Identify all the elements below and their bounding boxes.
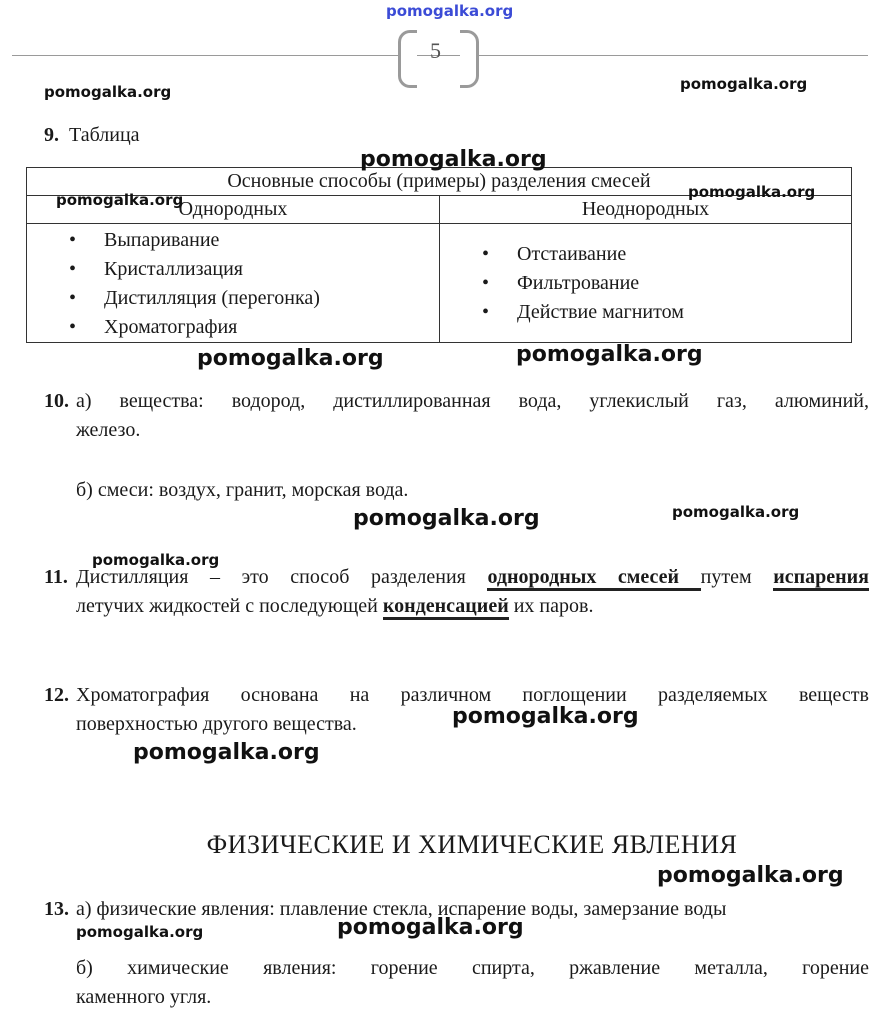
watermark: pomogalka.org: [672, 503, 800, 521]
question-12-number-text: 12.: [44, 684, 69, 706]
question-11-number: [44, 563, 68, 592]
question-13-number: [44, 895, 69, 924]
section-title: ФИЗИЧЕСКИЕ И ХИМИЧЕСКИЕ ЯВЛЕНИЯ: [206, 830, 738, 859]
list-item: • Дистилляция (перегонка): [27, 284, 439, 313]
watermark: pomogalka.org: [197, 346, 384, 371]
question-12-line2: поверхностью другого вещества.: [76, 713, 357, 735]
question-10-b: б) смеси: воздух, гранит, морская вода.: [76, 479, 409, 501]
list-item: • Фильтрование: [440, 269, 851, 298]
table-header-homogeneous: Однородных: [27, 196, 440, 224]
list-item: • Выпаривание: [27, 226, 439, 255]
q11-text-4: их паров.: [508, 595, 594, 617]
table-cell-homogeneous: [27, 224, 440, 343]
question-12-line1: Хроматография основана на различном поглощении разделяемых веществ: [76, 684, 869, 706]
question-13-b-line2: каменного угля.: [76, 986, 212, 1008]
question-9-number: 9.: [44, 124, 59, 146]
watermark: pomogalka.org: [680, 75, 808, 93]
watermark: pomogalka.org: [360, 147, 547, 172]
question-11-number-text: 11.: [44, 566, 68, 588]
watermark: pomogalka.org: [44, 83, 172, 101]
question-10-number: [44, 387, 69, 416]
question-10-number-text: 10.: [44, 390, 69, 412]
watermark: pomogalka.org: [657, 863, 844, 888]
list-item: • Кристаллизация: [27, 255, 439, 284]
q11-term-homogeneous: однородных смесей: [487, 566, 700, 591]
question-9-title: Таблица: [69, 124, 140, 146]
watermark: pomogalka.org: [452, 704, 639, 729]
homogeneous-methods-list: [27, 226, 439, 342]
question-12-number: [44, 681, 69, 710]
list-item: • Хроматография: [27, 313, 439, 342]
q11-text-3: летучих жидкостей с последующей: [76, 595, 383, 617]
watermark: pomogalka.org: [688, 183, 816, 201]
watermark: pomogalka.org: [337, 915, 524, 940]
watermark: pomogalka.org: [56, 191, 184, 209]
table-cell-heterogeneous: [440, 224, 852, 343]
heterogeneous-methods-list: [440, 240, 851, 327]
watermark: pomogalka.org: [133, 740, 320, 765]
question-9: [44, 121, 140, 150]
table-header-heterogeneous: Неоднородных: [440, 196, 852, 224]
table-caption: Основные способы (примеры) разделения смесей: [27, 168, 852, 196]
page-number: 5: [430, 38, 441, 63]
question-13-b-line1: б) химические явления: горение спирта, ржавление металла, горение: [76, 957, 869, 979]
watermark: pomogalka.org: [353, 506, 540, 531]
question-13-a: а) физические явления: плавление стекла, испарение воды, замерзание воды: [76, 898, 727, 920]
watermark: pomogalka.org: [76, 923, 204, 941]
q11-term-condensation: конденсацией: [383, 595, 509, 620]
watermark: pomogalka.org: [92, 551, 220, 569]
q11-text-1: Дистилляция – это способ разделения: [76, 566, 488, 588]
q11-term-evaporation: испарения: [773, 566, 869, 591]
page-number-brace-right: [460, 30, 479, 88]
question-11-line2: [76, 592, 869, 621]
question-10-a-line1: а) вещества: водород, дистиллированная вода, углекислый газ, алюминий,: [76, 390, 869, 412]
header-site-link[interactable]: pomogalka.org: [386, 2, 514, 20]
q11-text-2: путем: [700, 566, 774, 588]
watermark: pomogalka.org: [516, 342, 703, 367]
list-item: • Действие магнитом: [440, 298, 851, 327]
question-13-number-text: 13.: [44, 898, 69, 920]
question-10-a-line2: железо.: [76, 419, 141, 441]
page-number-brace-left: [398, 30, 417, 88]
list-item: • Отстаивание: [440, 240, 851, 269]
